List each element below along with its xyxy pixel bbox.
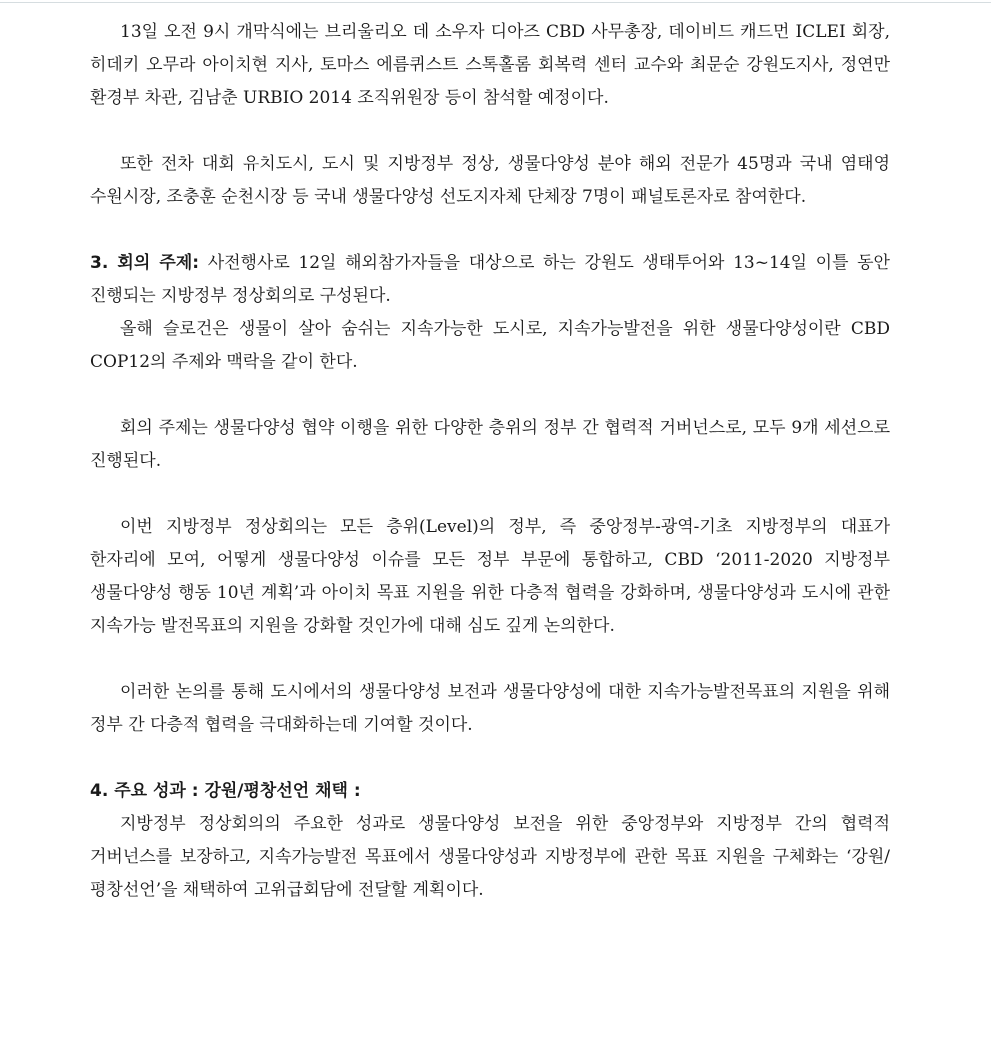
section-3-text: 사전행사로 12일 해외참가자들을 대상으로 하는 강원도 생태투어와 13~14일 이틀 동안 진행되는 지방정부 정상회의로 구성된다.: [90, 253, 890, 306]
paragraph-gap: [90, 643, 890, 676]
paragraph-gap: [90, 115, 890, 148]
paragraph-gap: [90, 214, 890, 247]
paragraph-gap: [90, 742, 890, 775]
paragraph-opening-ceremony: 13일 오전 9시 개막식에는 브리울리오 데 소우자 디아즈 CBD 사무총장, 데이비드 캐드먼 ICLEI 회장, 히데키 오무라 아이치현 지사, 토마스 에름퀴스트 스톡홀롬 회복력 센터 교수와 최문순 강원도지사, 정연만 환경부 차관, 김남춘 URBIO 2014 조직위원장 등이 참석할 예정이다.: [90, 22, 890, 108]
paragraph-gap: [90, 478, 890, 511]
paragraph-summit-discussion: 이번 지방정부 정상회의는 모든 층위(Level)의 정부, 즉 중앙정부-광역-기초 지방정부의 대표가 한자리에 모여, 어떻게 생물다양성 이슈를 모든 정부 부문에 통합하고, CBD ‘2011-2020 지방정부 생물다양성 행동 10년 계획’과 아이치 목표 지원을 위한 다층적 협력을 강화하며, 생물다양성과 도시에 관한 지속가능 발전목표의 지원을 강화할 것인가에 대해 심도 깊게 논의한다.: [90, 517, 890, 636]
paragraph-declaration: 지방정부 정상회의의 주요한 성과로 생물다양성 보전을 위한 중앙정부와 지방정부 간의 협력적 거버넌스를 보장하고, 지속가능발전 목표에서 생물다양성과 지방정부에 관한 목표 지원을 구체화는 ‘강원/평창선언’을 채택하여 고위급회담에 전달할 계획이다.: [90, 814, 890, 900]
paragraph-gap: [90, 379, 890, 412]
section-4-heading: 4. 주요 성과 : 강원/평창선언 채택 :: [90, 781, 361, 801]
top-border-line: [0, 2, 991, 3]
paragraph-slogan: 올해 슬로건은 생물이 살아 숨쉬는 지속가능한 도시로, 지속가능발전을 위한 생물다양성이란 CBD COP12의 주제와 맥락을 같이 한다.: [90, 319, 890, 372]
document-body: [90, 16, 890, 907]
paragraph-cooperation: 이러한 논의를 통해 도시에서의 생물다양성 보전과 생물다양성에 대한 지속가능발전목표의 지원을 위해 정부 간 다층적 협력을 극대화하는데 기여할 것이다.: [90, 682, 890, 735]
paragraph-panelists: 또한 전차 대회 유치도시, 도시 및 지방정부 정상, 생물다양성 분야 해외 전문가 45명과 국내 염태영 수원시장, 조충훈 순천시장 등 국내 생물다양성 선도지자체 단체장 7명이 패널토론자로 참여한다.: [90, 154, 890, 207]
paragraph-theme: 회의 주제는 생물다양성 협약 이행을 위한 다양한 층위의 정부 간 협력적 거버넌스로, 모두 9개 세션으로 진행된다.: [90, 418, 890, 471]
section-4-paragraph: [90, 775, 890, 808]
section-3-heading: 3. 회의 주제:: [90, 253, 200, 273]
section-3-paragraph: [90, 247, 890, 313]
